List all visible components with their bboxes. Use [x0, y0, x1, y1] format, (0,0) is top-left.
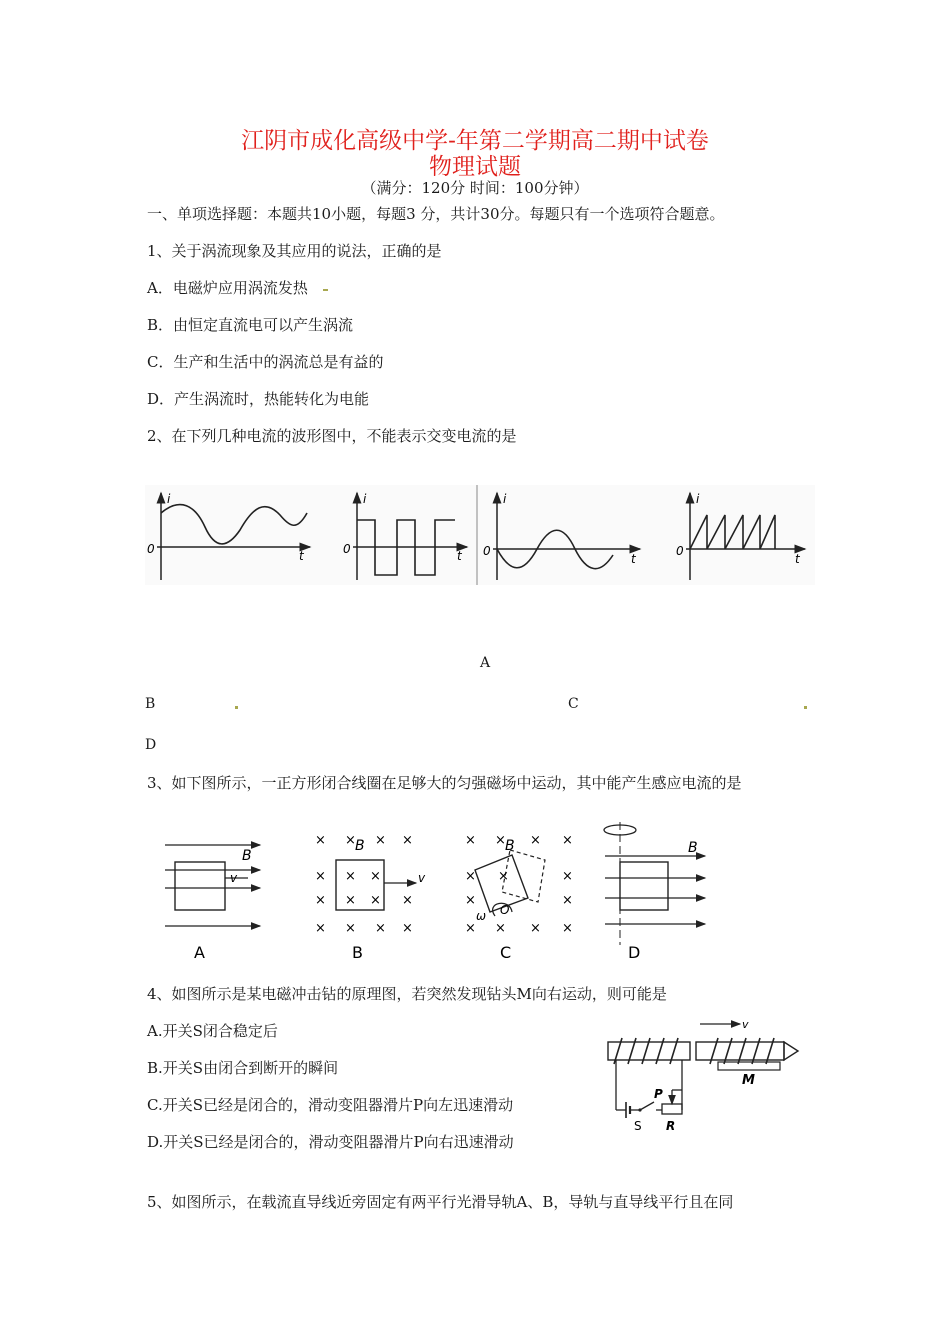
field-cross: ×: [375, 921, 386, 936]
field-cross: ×: [345, 833, 356, 848]
pivot-label: O: [500, 903, 510, 917]
velocity-label: v: [418, 871, 426, 885]
q1-option-d: D．产生涡流时，热能转化为电能: [147, 390, 370, 408]
axis-i-label: i: [167, 492, 171, 506]
field-cross: ×: [345, 893, 356, 908]
field-cross: ×: [465, 921, 476, 936]
field-cross: ×: [495, 921, 506, 936]
field-cross: ×: [495, 833, 506, 848]
field-cross: ×: [375, 833, 386, 848]
q4-option-c: C.开关S已经是闭合的，滑动变阻器滑片P向左迅速滑动: [147, 1096, 514, 1114]
field-cross: ×: [530, 921, 541, 936]
q1-option-b: B．由恒定直流电可以产生涡流: [147, 316, 354, 334]
field-cross: ×: [562, 921, 573, 936]
caption-b: B: [352, 943, 363, 962]
q4-option-b: B.开关S由闭合到断开的瞬间: [147, 1059, 339, 1077]
axis-t-label: t: [795, 552, 800, 566]
exam-meta: （满分：120分 时间：100分钟）: [361, 179, 589, 197]
field-cross: ×: [465, 893, 476, 908]
field-cross: ×: [315, 869, 326, 884]
axis-i-label: i: [363, 492, 367, 506]
axis-t-label: t: [299, 549, 304, 563]
field-cross: ×: [562, 893, 573, 908]
q2-label-b: B: [145, 696, 156, 712]
q2-stem: 2、在下列几种电流的波形图中，不能表示交变电流的是: [147, 427, 517, 445]
q2-label-c: C: [568, 696, 579, 712]
field-cross: ×: [562, 869, 573, 884]
field-cross: ×: [315, 921, 326, 936]
field-cross: ×: [465, 869, 476, 884]
q4-option-d: D.开关S已经是闭合的，滑动变阻器滑片P向右迅速滑动: [147, 1133, 514, 1151]
caption-a: A: [194, 943, 205, 962]
q3-coil-figure: [150, 820, 710, 965]
q3-panel-a: [165, 845, 260, 962]
q1-option-c: C．生产和生活中的涡流总是有益的: [147, 353, 384, 371]
subject-title: 物理试题: [429, 154, 521, 180]
q3-panel-c: [465, 833, 573, 962]
field-cross: ×: [345, 921, 356, 936]
origin-label: 0: [343, 542, 351, 556]
q2-waveform-figure: [145, 485, 815, 585]
field-cross: ×: [315, 833, 326, 848]
caption-d: D: [628, 943, 641, 962]
section-heading: 一、单项选择题：本题共10小题，每题3 分，共计30分。每题只有一个选项符合题意。: [147, 205, 725, 223]
q2-label-d: D: [145, 737, 157, 753]
axis-i-label: i: [503, 492, 507, 506]
caption-c: C: [500, 943, 512, 962]
q3-panel-d: [604, 822, 705, 962]
omega-label: ω: [476, 909, 487, 923]
field-cross: ×: [562, 833, 573, 848]
field-cross: ×: [530, 833, 541, 848]
q4-stem: 4、如图所示是某电磁冲击钻的原理图，若突然发现钻头M向右运动，则可能是: [147, 985, 667, 1003]
axis-t-label: t: [631, 552, 636, 566]
q4-drill-figure: [600, 1018, 805, 1136]
q2-label-a: A: [480, 655, 491, 671]
field-label: B: [505, 838, 515, 854]
velocity-label: v: [742, 1018, 749, 1031]
field-label: B: [688, 840, 698, 856]
velocity-label: v: [230, 871, 238, 885]
drill-label: M: [742, 1073, 755, 1088]
exam-title: 江阴市成化高级中学-年第二学期高二期中试卷: [241, 128, 709, 154]
origin-label: 0: [676, 544, 684, 558]
q1-stem: 1、关于涡流现象及其应用的说法，正确的是: [147, 242, 442, 260]
origin-label: 0: [483, 544, 491, 558]
field-label: B: [355, 838, 365, 854]
field-cross: ×: [370, 869, 381, 884]
field-cross: ×: [345, 869, 356, 884]
axis-t-label: t: [457, 549, 462, 563]
field-cross: ×: [465, 833, 476, 848]
field-cross: ×: [498, 869, 509, 884]
slider-label: P: [654, 1087, 663, 1101]
field-cross: ×: [402, 833, 413, 848]
ink-mark: [323, 289, 328, 291]
rheostat-label: R: [666, 1119, 676, 1133]
q3-panel-b: [315, 833, 426, 962]
field-cross: ×: [402, 921, 413, 936]
ink-mark: [235, 706, 238, 709]
switch-label: S: [634, 1119, 642, 1133]
origin-label: 0: [147, 542, 155, 556]
q5-stem: 5、如图所示，在载流直导线近旁固定有两平行光滑导轨A、B，导轨与直导线平行且在同: [147, 1193, 734, 1211]
field-label: B: [242, 848, 252, 864]
field-cross: ×: [402, 893, 413, 908]
field-cross: ×: [370, 893, 381, 908]
q4-option-a: A.开关S闭合稳定后: [147, 1022, 278, 1040]
axis-i-label: i: [696, 492, 700, 506]
q3-stem: 3、如下图所示，一正方形闭合线圈在足够大的匀强磁场中运动，其中能产生感应电流的是: [147, 774, 742, 792]
ink-mark: [804, 706, 807, 709]
field-cross: ×: [315, 893, 326, 908]
q1-option-a: A．电磁炉应用涡流发热: [147, 279, 308, 297]
